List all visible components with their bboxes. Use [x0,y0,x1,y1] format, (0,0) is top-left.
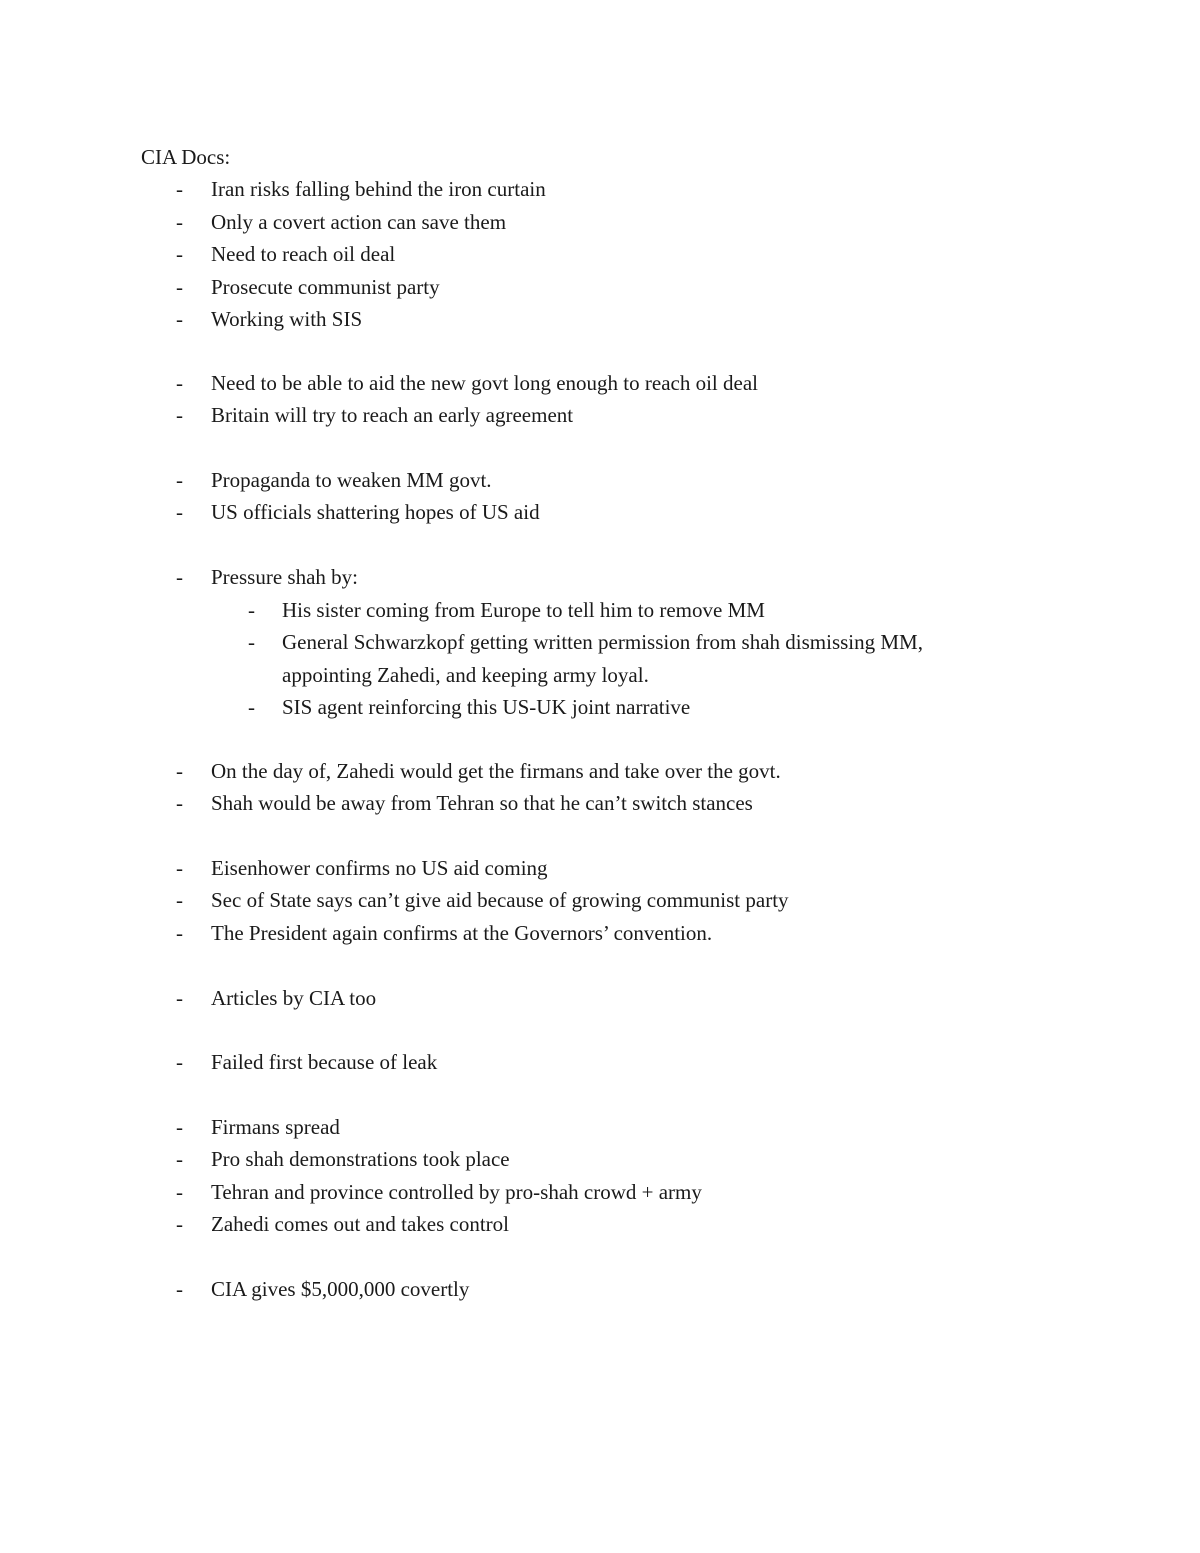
sub-bullet-dash: - [248,598,255,622]
list-item: Propaganda to weaken MM govt. [211,468,492,492]
list-item: US officials shattering hopes of US aid [211,500,540,524]
bullet-dash: - [176,242,183,266]
list-item: Working with SIS [211,307,363,331]
bullet-dash: - [176,275,183,299]
list-item: Prosecute communist party [211,275,440,299]
bullet-dash: - [176,986,183,1010]
list-item: Iran risks falling behind the iron curtain [211,177,546,201]
bullet-dash: - [176,1050,183,1074]
bullet-dash: - [176,1115,183,1139]
sub-list-item: SIS agent reinforcing this US-UK joint narrative [282,695,691,719]
list-item: On the day of, Zahedi would get the firmans and take over the govt. [211,759,781,783]
bullet-dash: - [176,403,183,427]
bullet-dash: - [176,210,183,234]
list-item: Sec of State says can’t give aid because of growing communist party [211,888,789,912]
bullet-dash: - [176,307,183,331]
list-item: Firmans spread [211,1115,340,1139]
list-item: Need to be able to aid the new govt long enough to reach oil deal [211,371,758,395]
document-heading: CIA Docs: [141,145,231,169]
bullet-dash: - [176,888,183,912]
bullet-dash: - [176,1180,183,1204]
list-item: Pro shah demonstrations took place [211,1147,510,1171]
bullet-dash: - [176,921,183,945]
list-item: Pressure shah by: [211,565,358,589]
sub-bullet-dash: - [248,695,255,719]
sub-bullet-dash: - [248,630,255,654]
list-item: Shah would be away from Tehran so that he can’t switch stances [211,791,753,815]
bullet-dash: - [176,371,183,395]
sub-list-item: His sister coming from Europe to tell him to remove MM [282,598,765,622]
bullet-dash: - [176,1277,183,1301]
bullet-dash: - [176,1212,183,1236]
bullet-dash: - [176,1147,183,1171]
sub-list-item: General Schwarzkopf getting written permission from shah dismissing MM, [282,630,923,654]
bullet-dash: - [176,177,183,201]
list-item: Eisenhower confirms no US aid coming [211,856,548,880]
list-item: The President again confirms at the Governors’ convention. [211,921,713,945]
bullet-dash: - [176,856,183,880]
bullet-dash: - [176,468,183,492]
sub-list-item-continuation: appointing Zahedi, and keeping army loyal. [282,663,649,687]
bullet-dash: - [176,500,183,524]
list-item: Tehran and province controlled by pro-shah crowd + army [211,1180,702,1204]
list-item: Need to reach oil deal [211,242,396,266]
list-item: Zahedi comes out and takes control [211,1212,509,1236]
list-item: Failed first because of leak [211,1050,438,1074]
bullet-dash: - [176,791,183,815]
list-item: Only a covert action can save them [211,210,507,234]
bullet-dash: - [176,565,183,589]
list-item: Articles by CIA too [211,986,377,1010]
list-item: Britain will try to reach an early agreement [211,403,574,427]
bullet-dash: - [176,759,183,783]
list-item: CIA gives $5,000,000 covertly [211,1277,470,1301]
